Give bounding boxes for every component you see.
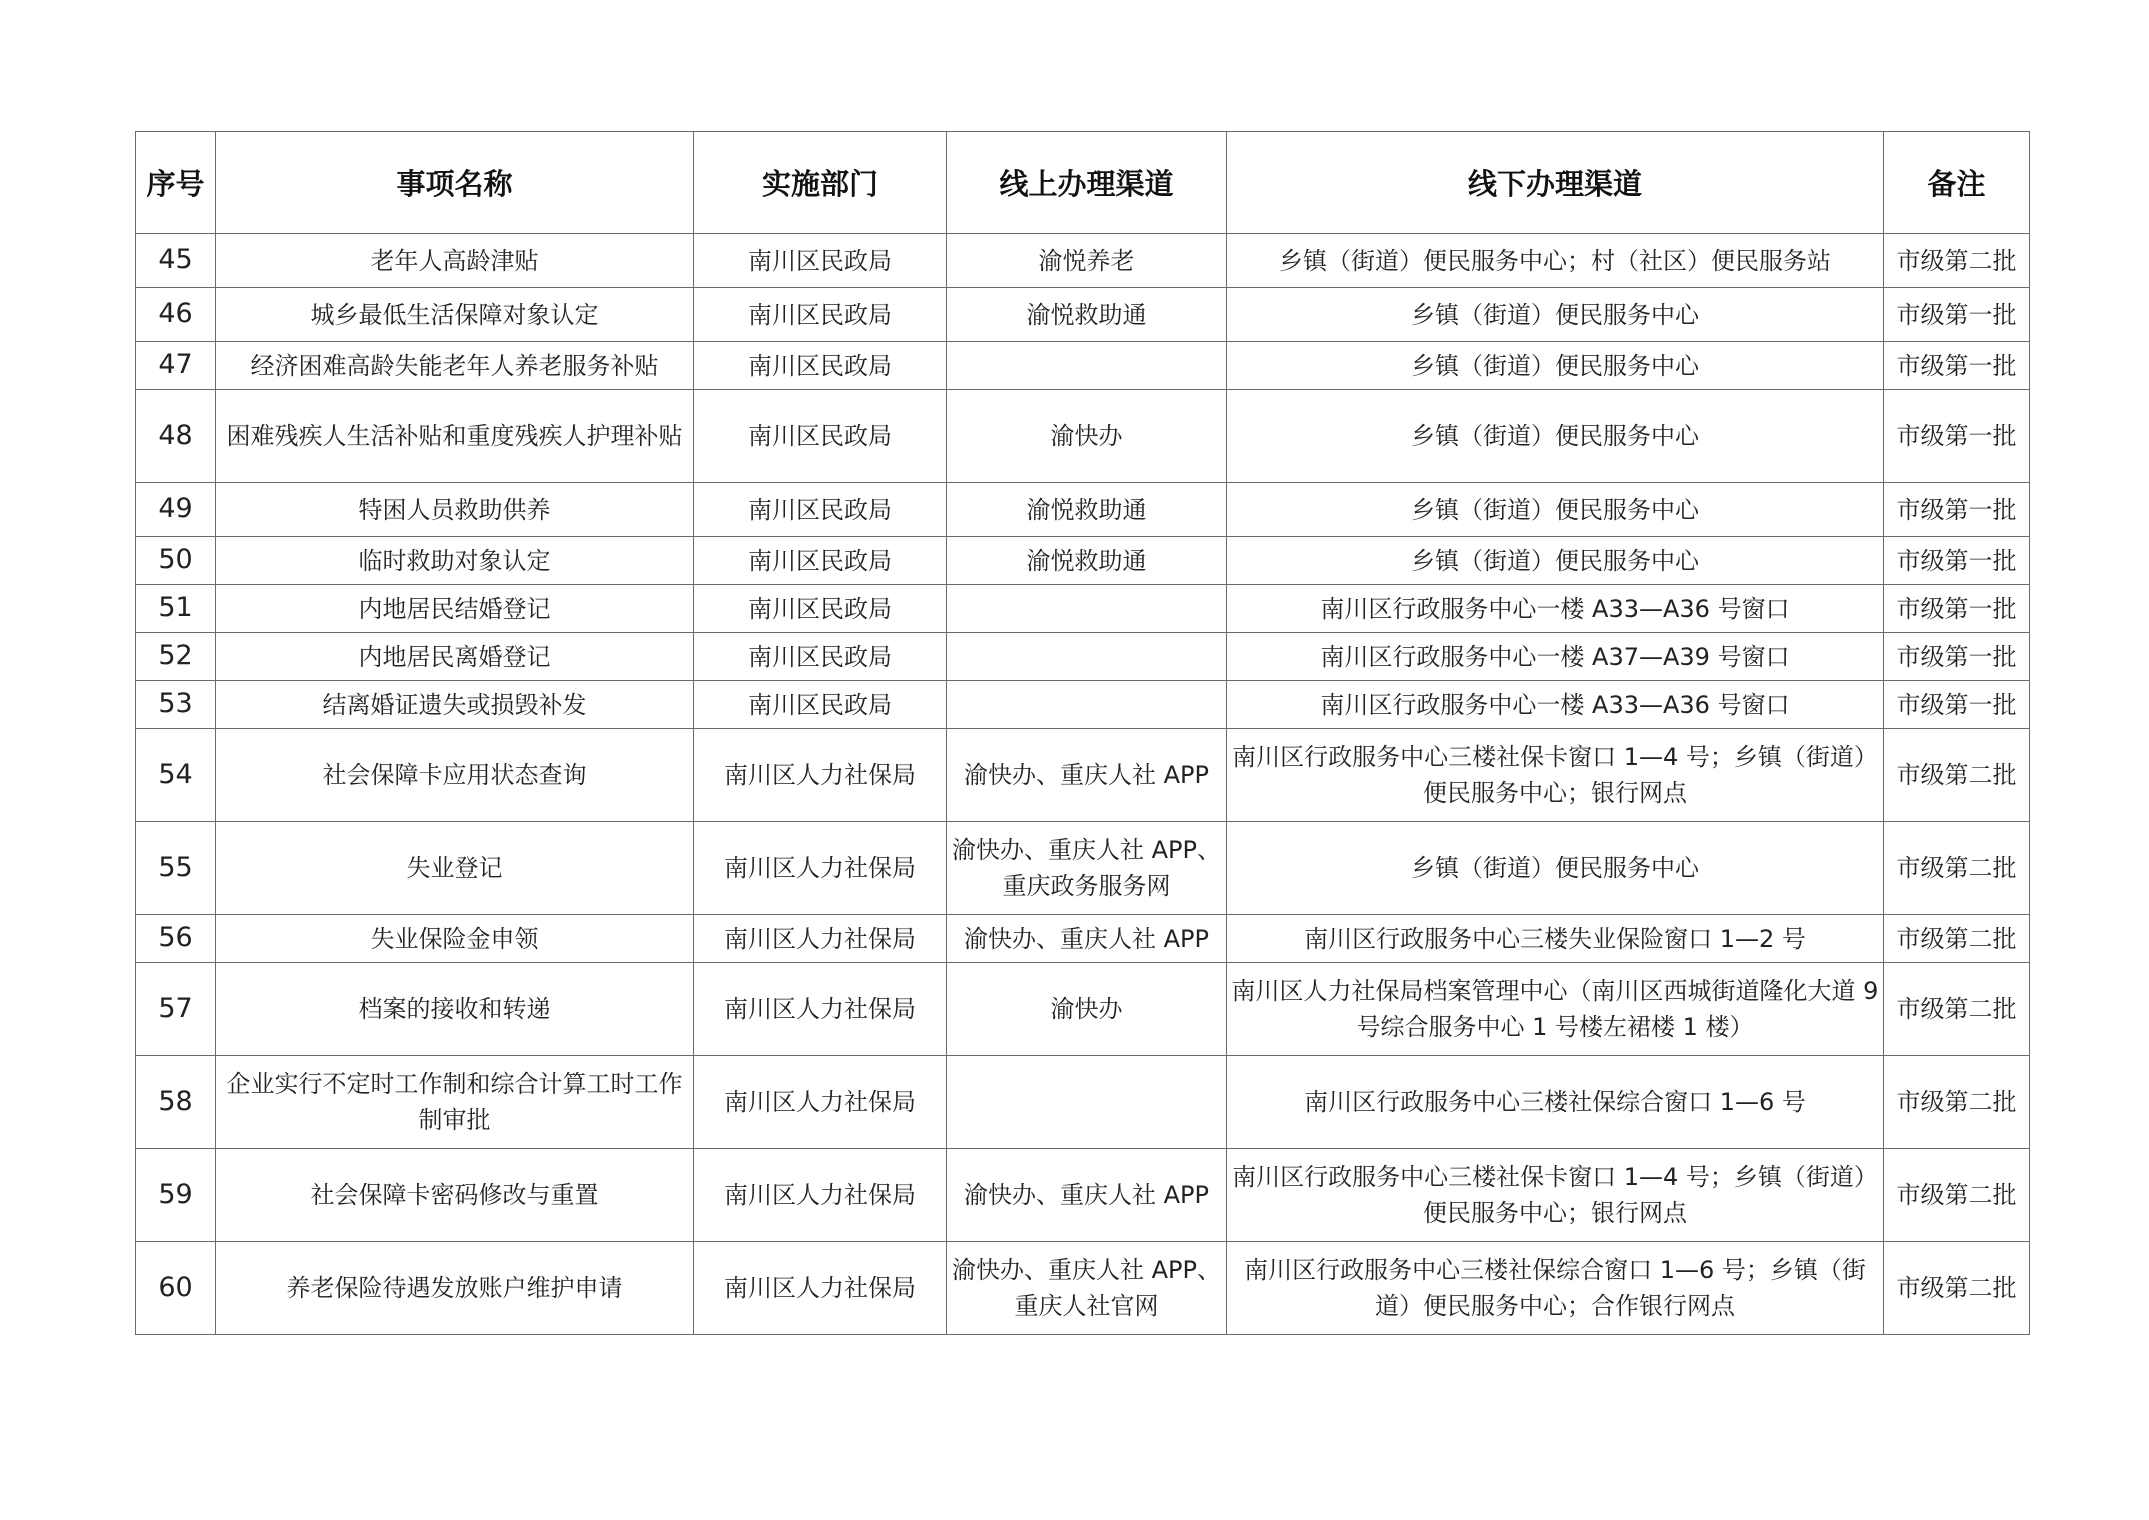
cell-name: 档案的接收和转递 bbox=[216, 963, 694, 1056]
cell-offline: 乡镇（街道）便民服务中心 bbox=[1227, 483, 1884, 537]
cell-dept: 南川区人力社保局 bbox=[694, 915, 947, 963]
cell-offline: 乡镇（街道）便民服务中心；村（社区）便民服务站 bbox=[1227, 234, 1884, 288]
cell-note: 市级第一批 bbox=[1884, 390, 2030, 483]
cell-note: 市级第二批 bbox=[1884, 915, 2030, 963]
cell-dept: 南川区人力社保局 bbox=[694, 1056, 947, 1149]
cell-no: 60 bbox=[136, 1242, 216, 1335]
cell-offline: 乡镇（街道）便民服务中心 bbox=[1227, 342, 1884, 390]
table-row bbox=[136, 915, 2030, 963]
cell-no: 50 bbox=[136, 537, 216, 585]
cell-online: 渝快办 bbox=[947, 963, 1227, 1056]
cell-no: 56 bbox=[136, 915, 216, 963]
cell-online bbox=[947, 1056, 1227, 1149]
cell-name: 城乡最低生活保障对象认定 bbox=[216, 288, 694, 342]
header-online: 线上办理渠道 bbox=[947, 132, 1227, 234]
cell-note: 市级第一批 bbox=[1884, 288, 2030, 342]
table-row bbox=[136, 1056, 2030, 1149]
cell-note: 市级第一批 bbox=[1884, 483, 2030, 537]
table-row bbox=[136, 342, 2030, 390]
cell-no: 48 bbox=[136, 390, 216, 483]
cell-online: 渝快办、重庆人社 APP bbox=[947, 729, 1227, 822]
cell-online bbox=[947, 633, 1227, 681]
cell-no: 47 bbox=[136, 342, 216, 390]
cell-online: 渝快办 bbox=[947, 390, 1227, 483]
cell-dept: 南川区民政局 bbox=[694, 342, 947, 390]
cell-note: 市级第一批 bbox=[1884, 585, 2030, 633]
table-row bbox=[136, 585, 2030, 633]
cell-online: 渝悦救助通 bbox=[947, 483, 1227, 537]
cell-note: 市级第二批 bbox=[1884, 234, 2030, 288]
cell-no: 45 bbox=[136, 234, 216, 288]
cell-dept: 南川区民政局 bbox=[694, 234, 947, 288]
cell-name: 老年人高龄津贴 bbox=[216, 234, 694, 288]
table-row bbox=[136, 1242, 2030, 1335]
header-note: 备注 bbox=[1884, 132, 2030, 234]
cell-name: 失业登记 bbox=[216, 822, 694, 915]
cell-offline: 南川区行政服务中心三楼社保综合窗口 1—6 号 bbox=[1227, 1056, 1884, 1149]
table-row bbox=[136, 633, 2030, 681]
cell-online bbox=[947, 342, 1227, 390]
cell-no: 59 bbox=[136, 1149, 216, 1242]
cell-no: 49 bbox=[136, 483, 216, 537]
cell-offline: 乡镇（街道）便民服务中心 bbox=[1227, 537, 1884, 585]
table-row bbox=[136, 681, 2030, 729]
header-name: 事项名称 bbox=[216, 132, 694, 234]
cell-online: 渝快办、重庆人社 APP bbox=[947, 1149, 1227, 1242]
cell-dept: 南川区民政局 bbox=[694, 633, 947, 681]
cell-online bbox=[947, 585, 1227, 633]
cell-note: 市级第一批 bbox=[1884, 681, 2030, 729]
cell-dept: 南川区人力社保局 bbox=[694, 963, 947, 1056]
cell-offline: 南川区行政服务中心三楼社保卡窗口 1—4 号；乡镇（街道）便民服务中心；银行网点 bbox=[1227, 729, 1884, 822]
table-row bbox=[136, 822, 2030, 915]
table-row bbox=[136, 234, 2030, 288]
cell-online: 渝快办、重庆人社 APP、重庆人社官网 bbox=[947, 1242, 1227, 1335]
cell-offline: 南川区行政服务中心三楼失业保险窗口 1—2 号 bbox=[1227, 915, 1884, 963]
cell-offline: 南川区行政服务中心一楼 A33—A36 号窗口 bbox=[1227, 585, 1884, 633]
cell-offline: 南川区人力社保局档案管理中心（南川区西城街道隆化大道 9 号综合服务中心 1 号楼左裙楼 1 楼） bbox=[1227, 963, 1884, 1056]
header-offline: 线下办理渠道 bbox=[1227, 132, 1884, 234]
cell-name: 养老保险待遇发放账户维护申请 bbox=[216, 1242, 694, 1335]
cell-note: 市级第一批 bbox=[1884, 537, 2030, 585]
table-row bbox=[136, 729, 2030, 822]
cell-name: 社会保障卡密码修改与重置 bbox=[216, 1149, 694, 1242]
cell-note: 市级第一批 bbox=[1884, 633, 2030, 681]
table-header-row bbox=[136, 132, 2030, 234]
cell-dept: 南川区人力社保局 bbox=[694, 1149, 947, 1242]
cell-no: 46 bbox=[136, 288, 216, 342]
cell-offline: 乡镇（街道）便民服务中心 bbox=[1227, 822, 1884, 915]
table-row bbox=[136, 483, 2030, 537]
cell-no: 55 bbox=[136, 822, 216, 915]
cell-name: 特困人员救助供养 bbox=[216, 483, 694, 537]
cell-no: 58 bbox=[136, 1056, 216, 1149]
cell-name: 失业保险金申领 bbox=[216, 915, 694, 963]
cell-no: 51 bbox=[136, 585, 216, 633]
header-no: 序号 bbox=[136, 132, 216, 234]
cell-name: 困难残疾人生活补贴和重度残疾人护理补贴 bbox=[216, 390, 694, 483]
cell-offline: 乡镇（街道）便民服务中心 bbox=[1227, 390, 1884, 483]
cell-offline: 南川区行政服务中心三楼社保综合窗口 1—6 号；乡镇（街道）便民服务中心；合作银行网点 bbox=[1227, 1242, 1884, 1335]
cell-name: 结离婚证遗失或损毁补发 bbox=[216, 681, 694, 729]
cell-no: 57 bbox=[136, 963, 216, 1056]
cell-name: 内地居民离婚登记 bbox=[216, 633, 694, 681]
cell-online: 渝悦救助通 bbox=[947, 537, 1227, 585]
cell-note: 市级第二批 bbox=[1884, 1149, 2030, 1242]
cell-dept: 南川区人力社保局 bbox=[694, 822, 947, 915]
cell-no: 53 bbox=[136, 681, 216, 729]
cell-dept: 南川区民政局 bbox=[694, 483, 947, 537]
table-row bbox=[136, 390, 2030, 483]
cell-note: 市级第二批 bbox=[1884, 1056, 2030, 1149]
cell-offline: 乡镇（街道）便民服务中心 bbox=[1227, 288, 1884, 342]
cell-name: 社会保障卡应用状态查询 bbox=[216, 729, 694, 822]
cell-name: 企业实行不定时工作制和综合计算工时工作制审批 bbox=[216, 1056, 694, 1149]
cell-online: 渝快办、重庆人社 APP bbox=[947, 915, 1227, 963]
table-row bbox=[136, 537, 2030, 585]
cell-dept: 南川区民政局 bbox=[694, 390, 947, 483]
cell-dept: 南川区民政局 bbox=[694, 537, 947, 585]
cell-name: 临时救助对象认定 bbox=[216, 537, 694, 585]
cell-name: 经济困难高龄失能老年人养老服务补贴 bbox=[216, 342, 694, 390]
table-row bbox=[136, 288, 2030, 342]
cell-no: 52 bbox=[136, 633, 216, 681]
cell-online: 渝悦养老 bbox=[947, 234, 1227, 288]
cell-note: 市级第二批 bbox=[1884, 1242, 2030, 1335]
cell-offline: 南川区行政服务中心一楼 A37—A39 号窗口 bbox=[1227, 633, 1884, 681]
cell-no: 54 bbox=[136, 729, 216, 822]
cell-online: 渝快办、重庆人社 APP、重庆政务服务网 bbox=[947, 822, 1227, 915]
cell-offline: 南川区行政服务中心三楼社保卡窗口 1—4 号；乡镇（街道）便民服务中心；银行网点 bbox=[1227, 1149, 1884, 1242]
cell-note: 市级第二批 bbox=[1884, 963, 2030, 1056]
items-table bbox=[135, 131, 2030, 1335]
cell-name: 内地居民结婚登记 bbox=[216, 585, 694, 633]
header-dept: 实施部门 bbox=[694, 132, 947, 234]
cell-dept: 南川区民政局 bbox=[694, 681, 947, 729]
cell-note: 市级第二批 bbox=[1884, 822, 2030, 915]
cell-offline: 南川区行政服务中心一楼 A33—A36 号窗口 bbox=[1227, 681, 1884, 729]
cell-online bbox=[947, 681, 1227, 729]
cell-online: 渝悦救助通 bbox=[947, 288, 1227, 342]
cell-note: 市级第一批 bbox=[1884, 342, 2030, 390]
cell-dept: 南川区民政局 bbox=[694, 585, 947, 633]
cell-dept: 南川区人力社保局 bbox=[694, 1242, 947, 1335]
cell-dept: 南川区民政局 bbox=[694, 288, 947, 342]
table-row bbox=[136, 963, 2030, 1056]
cell-note: 市级第二批 bbox=[1884, 729, 2030, 822]
table-row bbox=[136, 1149, 2030, 1242]
cell-dept: 南川区人力社保局 bbox=[694, 729, 947, 822]
